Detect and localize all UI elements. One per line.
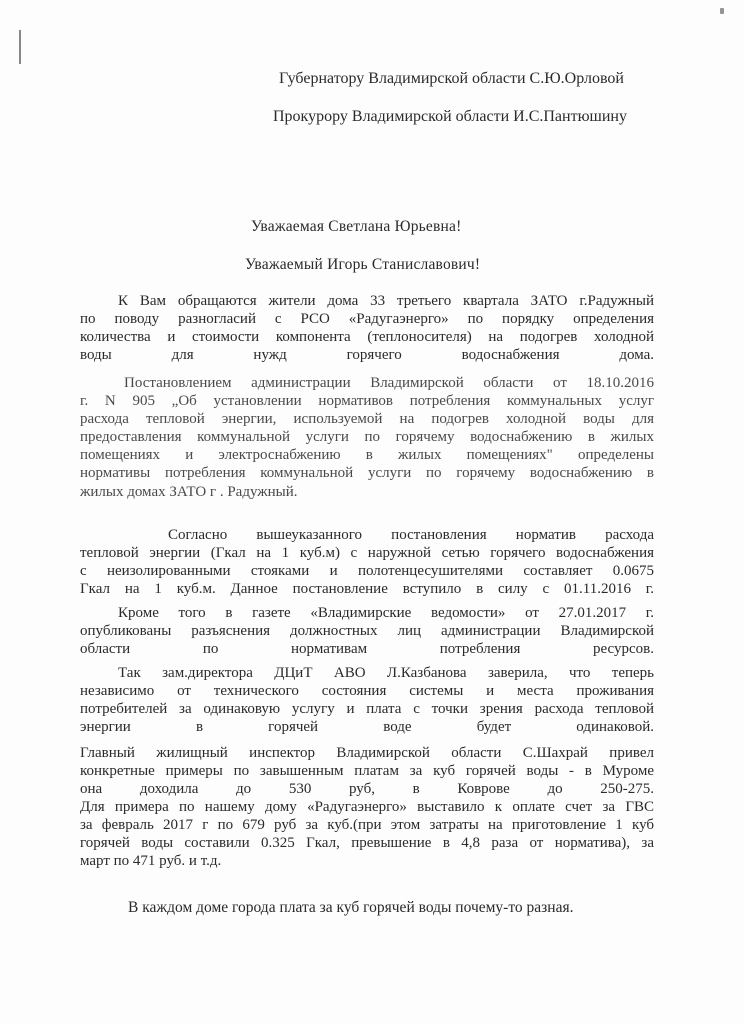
text-line: К Вам обращаются жители дома 33 третьего квартала ЗАТО г.Радужный xyxy=(118,293,654,309)
text-line: Для примера по нашему дому «Радугаэнерго» выставило к оплате счет за ГВС xyxy=(80,799,654,815)
paragraph-resolution xyxy=(80,374,654,501)
text-line: с неизолированными стояками и полотенцесушителями составляет 0.0675 xyxy=(80,563,654,580)
text-line: воды для нужд горячего водоснабжения дома. xyxy=(80,347,654,364)
text-line: Главный жилищный инспектор Владимирской области С.Шахрай привел xyxy=(80,745,654,761)
addressee-governor: Губернатору Владимирской области С.Ю.Орловой xyxy=(279,70,624,87)
text-line: за февраль 2017 г по 679 руб за куб.(при этом затраты на приготовление 1 куб xyxy=(80,817,654,834)
text-line: помещениях и электроснабжению в жилых помещениях" определены xyxy=(80,447,654,464)
text-line: Согласно вышеуказанного постановления норматив расхода xyxy=(168,527,654,543)
text-line: нормативы потребления коммунальной услуги по горячему водоснабжению в xyxy=(80,465,654,482)
scan-corner-mark xyxy=(720,8,724,14)
text-line: жилых домах ЗАТО г . Радужный. xyxy=(80,483,298,500)
text-line: горячей воды составили 0.325 Гкал, превышение в 4,8 раза от норматива), за xyxy=(80,835,654,852)
text-line: Гкал на 1 куб.м. Данное постановление вступило в силу с 01.11.2016 г. xyxy=(80,581,654,598)
text-line: области по нормативам потребления ресурсов. xyxy=(80,641,654,658)
text-line: опубликованы разъяснения должностных лиц администрации Владимирской xyxy=(80,623,654,640)
text-line: количества и стоимости компонента (теплоносителя) на подогрев холодной xyxy=(80,329,654,346)
salutation-prosecutor: Уважаемый Игорь Станиславович! xyxy=(245,256,481,273)
text-line: независимо от технического состояния системы и места проживания xyxy=(80,683,654,700)
scan-edge-mark xyxy=(19,30,21,64)
text-line: тепловой энергии (Гкал на 1 куб.м) с наружной сетью горячего водоснабжения xyxy=(80,545,654,562)
text-line: Постановлением администрации Владимирской области от 18.10.2016 xyxy=(124,375,654,391)
text-line: предоставления коммунальной услуги по горячему водоснабжению в жилых xyxy=(80,429,654,446)
text-line: Так зам.директора ДЦиТ АВО Л.Казбанова заверила, что теперь xyxy=(118,665,654,681)
paragraph-appeal xyxy=(80,292,654,364)
text-line: расхода тепловой энергии, используемой на подогрев холодной воды для xyxy=(80,411,654,428)
text-line: март по 471 руб. и т.д. xyxy=(80,853,222,870)
paragraph-kazbanova xyxy=(80,664,654,736)
text-line: она доходила до 530 руб, в Коврове до 250-275. xyxy=(80,781,654,798)
closing-statement: В каждом доме города плата за куб горячей воды почему-то разная. xyxy=(128,899,574,916)
text-line: Кроме того в газете «Владимирские ведомости» от 27.01.2017 г. xyxy=(118,605,654,621)
text-line: потребителей за одинаковую услугу и плата с точки зрения расхода тепловой xyxy=(80,701,654,718)
paragraph-newspaper xyxy=(80,604,654,658)
text-line: конкретные примеры по завышенным платам за куб горячей воды - в Муроме xyxy=(80,763,654,780)
salutation-governor: Уважаемая Светлана Юрьевна! xyxy=(251,218,462,235)
text-line: по поводу разногласий с РСО «Радугаэнерго» по порядку определения xyxy=(80,311,654,328)
text-line: энергии в горячей воде будет одинаковой. xyxy=(80,719,654,736)
text-line: г. N 905 „Об установлении нормативов потребления коммунальных услуг xyxy=(80,393,654,410)
paragraph-shakhrai xyxy=(80,744,654,798)
addressee-prosecutor: Прокурору Владимирской области И.С.Пантюшину xyxy=(273,108,627,125)
paragraph-norm xyxy=(80,526,654,598)
paragraph-example xyxy=(80,798,654,870)
